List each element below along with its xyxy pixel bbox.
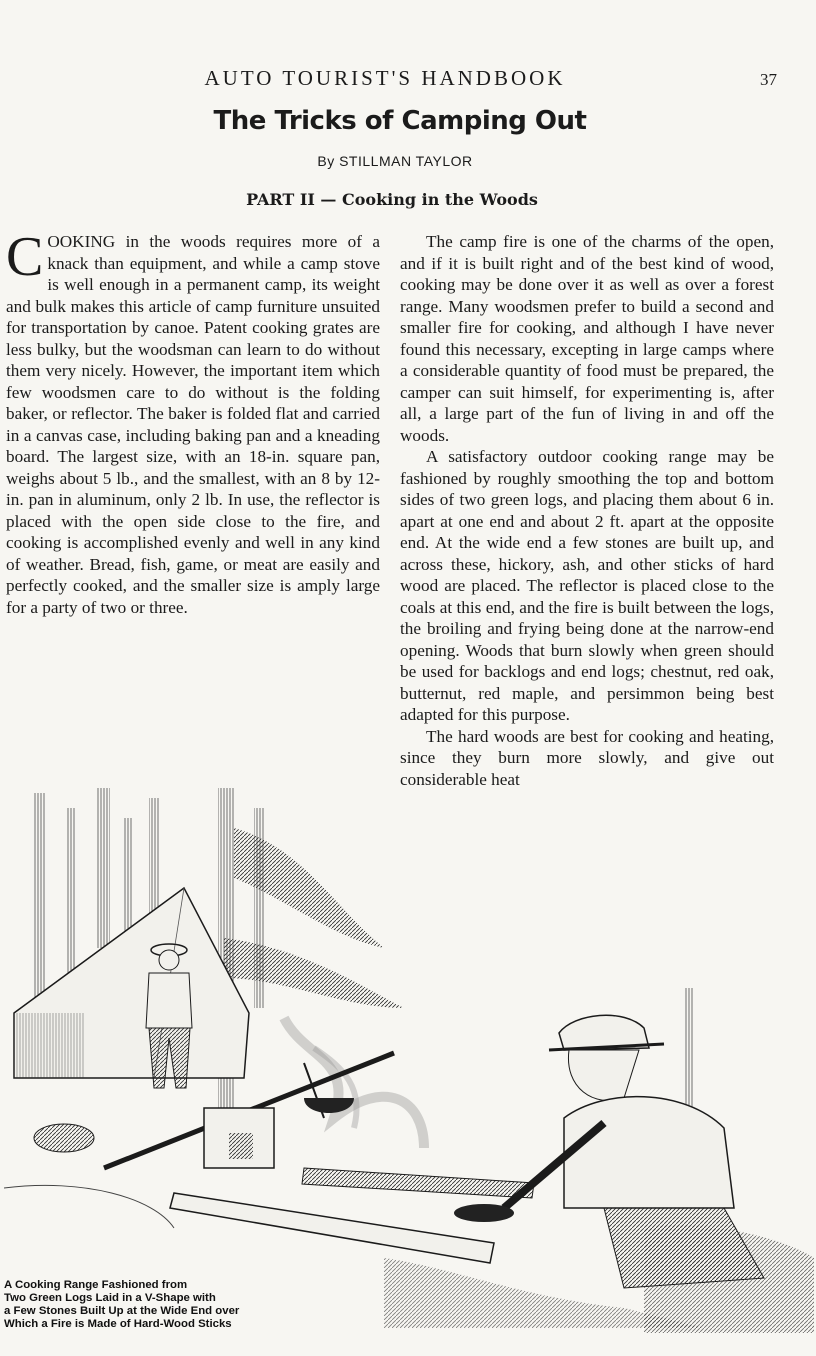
text-column-right [400,231,774,790]
page-number: 37 [760,70,777,89]
caption-line: Two Green Logs Laid in a V-Shape with [4,1292,216,1304]
running-title: AUTO TOURIST'S HANDBOOK [204,66,566,90]
paragraph: The camp fire is one of the charms of the open, and if it is built right and of the best kind of wood, cooking may be done over it as well as over a forest range. Many woodsmen prefer to build a second and smaller fire for cooking, and although I have never found this necessary, excepting in large camps where a considerable quantity of food must be prepared, the camper can suit himself, for experimenting is, after all, a large part of the fun of living in and off the woods. [400,232,774,445]
paragraph [6,226,380,618]
byline: By STILLMAN TAYLOR [317,153,473,169]
caption-line: a Few Stones Built Up at the Wide End over [4,1305,240,1317]
caption-line: Which a Fire is Made of Hard-Wood Sticks [4,1318,232,1330]
camp-cooking-illustration [4,788,814,1333]
part-heading: PART II — Cooking in the Woods [246,190,538,209]
figure-caption [4,1278,367,1333]
drop-cap: C [6,226,44,288]
text-column-left [6,226,380,618]
article-title: The Tricks of Camping Out [213,106,587,136]
caption-line: A Cooking Range Fashioned from [4,1279,188,1291]
paragraph-text: OOKING in the woods requires more of a knack than equipment, and while a camp stove is well enough in a permanent camp, its weight and bulk makes this article of camp furniture unsuited for transportation by canoe. Patent cooking grates are less bulky, but the woodsman can learn to do without them very nicely. However, the important item which few woodsmen care to do without is the folding baker, or reflector. The baker is folded flat and carried in a canvas case, including baking pan and a kneading board. The largest size, with an 18-in. square pan, weighs about 5 lb., and the smallest, with an 8 by 12-in. pan in aluminum, only 2 lb. In use, the reflector is placed with the open side close to the fire, and cooking is accomplished evenly and well in any kind of weather. Bread, fish, game, or meat are easily and perfectly cooked, and the smaller size is amply large for a party of two or three. [6,232,380,617]
green-logs [34,1124,534,1263]
paragraph: The hard woods are best for cooking and heating, since they burn more slowly, and give out considerable heat [400,726,774,789]
paragraph: A satisfactory outdoor cooking range may be fashioned by roughly smoothing the top and bottom sides of two green logs, and placing them about 6 in. apart at one end and about 2 ft. apart at the opposite end. At the wide end a few stones are built up, and across these, hickory, ash, and other sticks of hard wood are placed. The reflector is placed close to the coals at this end, and the fire is built between the logs, the broiling and frying being done at the narrow-end opening. Woods that burn slowly when green should be used for backlogs and end logs; chestnut, red oak, butternut, red maple, and persimmon being best adapted for this purpose. [400,447,774,724]
